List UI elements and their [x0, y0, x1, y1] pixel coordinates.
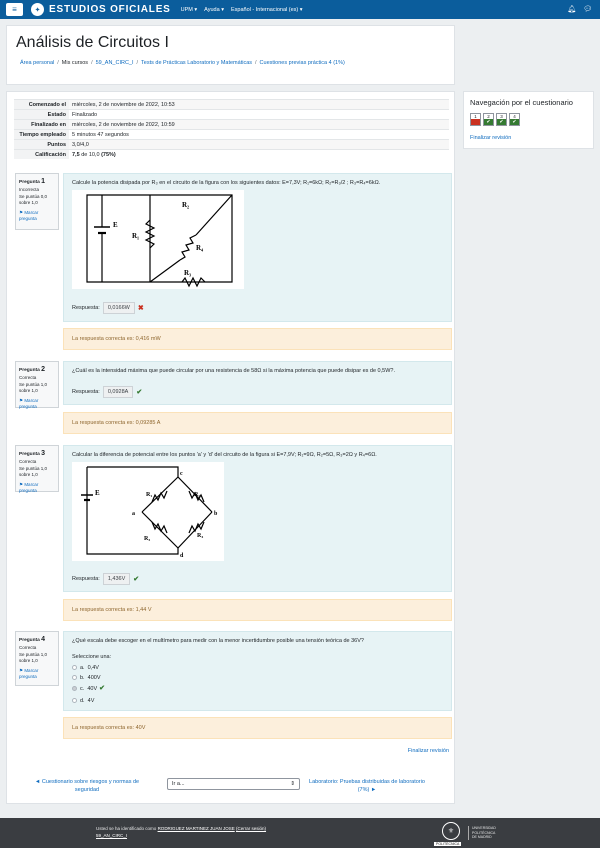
brand-title[interactable]: ESTUDIOS OFICIALES	[49, 4, 171, 15]
review-content	[6, 91, 455, 804]
check-icon: ✔	[510, 119, 519, 125]
breadcrumb-item[interactable]: Cuestiones previas práctica 4 (1%)	[259, 60, 345, 66]
question-info-4: Pregunta 4 Correcta Se puntúa 1,0 sobre 1,0 ⚑ Marcar pregunta	[15, 631, 59, 686]
question-info-1: Pregunta 1 Incorrecta Se puntúa 0,0 sobre 1,0 ⚑ Marcar pregunta	[15, 173, 59, 230]
label-R2: R₂	[182, 201, 190, 209]
label-b: b	[214, 511, 218, 517]
question-score: Se puntúa 1,0 sobre 1,0	[19, 381, 48, 394]
correct-icon: ✔	[97, 685, 105, 693]
block-title: Navegación por el cuestionario	[470, 98, 573, 107]
answer-label: Respuesta:	[72, 389, 100, 395]
question-score: Se puntúa 1,0 sobre 1,0	[19, 465, 48, 478]
attempt-summary-table: Comenzado el miércoles, 2 de noviembre de 2022, 10:53 Estado Finalizado Finalizado en miércoles, 2 de noviembre de 2022, 10:59 Tiempo empleado 5 minutos 47 segundos Puntos 3,0/4,0 Calificación 7,5 de 10,0 (75%)	[14, 99, 449, 159]
question-status: Correcta	[19, 645, 37, 651]
radio-button	[72, 698, 77, 703]
quiz-nav-button-4[interactable]: 4 ✔	[509, 113, 520, 126]
quiz-nav-button-2[interactable]: 2 ✔	[483, 113, 494, 126]
page-footer	[0, 818, 600, 848]
quiz-nav-button-1[interactable]: 1	[470, 113, 481, 126]
answer-label: Respuesta:	[72, 576, 100, 582]
breadcrumb-item[interactable]: Área personal	[20, 60, 55, 66]
answer-options	[72, 663, 105, 706]
hamburger-menu-button[interactable]: ≡	[6, 3, 23, 16]
flag-icon: ⚑	[19, 397, 24, 403]
check-icon: ✔	[484, 119, 493, 125]
logout-link[interactable]: (Cerrar sesión)	[236, 826, 267, 831]
question-text: Calcule la potencia disipada por R₃ en el circuito de la figura con los siguientes datos: E=7,3V; R₁=6kΩ; R₂=R₃/2 ; R₃=R₄=6kΩ.	[72, 180, 381, 186]
breadcrumb-item[interactable]: 59_AN_CIRC_I	[95, 60, 134, 66]
correct-icon: ✔	[133, 576, 140, 583]
option-c[interactable]: c. 40V ✔	[72, 683, 105, 696]
quiz-nav-button-3[interactable]: 3 ✔	[496, 113, 507, 126]
question-status: Correcta	[19, 459, 37, 465]
flag-icon: ⚑	[19, 481, 24, 487]
quiz-navigation-block	[463, 91, 594, 149]
label-R1: R₁	[132, 232, 140, 240]
page-header	[6, 25, 455, 85]
label-R1: R₁	[146, 492, 153, 498]
option-a[interactable]: a. 0,4V	[72, 663, 105, 673]
login-info: Usted se ha identificado como RODRIGUEZ MARTINEZ JUAN JOSE (Cerrar sesión) 59_AN_CIRC_I	[96, 826, 267, 838]
question-content-4	[63, 631, 452, 711]
upm-seal-icon: ⚜	[442, 822, 460, 840]
flag-question-button[interactable]: ⚑ Marcar pregunta	[19, 667, 39, 680]
circuit-diagram-1	[72, 190, 244, 289]
question-content-3	[63, 445, 452, 592]
radio-button	[72, 675, 77, 680]
user-link[interactable]: RODRIGUEZ MARTINEZ JUAN JOSE	[157, 826, 235, 831]
circuit-diagram-3	[72, 462, 224, 561]
breadcrumb-item: Mis cursos	[61, 60, 89, 66]
label-R3: R₃	[144, 536, 151, 542]
question-text: ¿Qué escala debe escoger en el multímetro para medir con la menor incertidumbre posible una tensión teórica de 36V?	[72, 638, 364, 644]
breadcrumb: Área personal / Mis cursos / 59_AN_CIRC_I / Tests de Prácticas Laboratorio y Matemáticas / Cuestiones previas práctica 4 (1%)	[20, 60, 345, 66]
finish-review-link[interactable]: Finalizar revisión	[470, 135, 512, 141]
chat-icon[interactable]: 💬︎	[583, 6, 592, 13]
feedback-3: La respuesta correcta es: 1,44 V	[63, 599, 452, 621]
option-b[interactable]: b. 400V	[72, 673, 105, 683]
breadcrumb-item[interactable]: Tests de Prácticas Laboratorio y Matemáticas	[141, 60, 253, 66]
radio-button	[72, 665, 77, 670]
question-status: Correcta	[19, 375, 37, 381]
question-text: Calcular la diferencia de potencial entre los puntos 'a' y 'd' del circuito de la figura si E=7,9V; R₁=9Ω, R₂=5Ω, R₃=2Ω y R₄=6Ω.	[72, 452, 377, 458]
previous-activity-link[interactable]: ◄ Cuestionario sobre riesgos y normas de seguridad	[34, 779, 140, 794]
answer-label: Respuesta:	[72, 305, 100, 311]
label-c: c	[180, 471, 183, 477]
label-E: E	[95, 489, 100, 497]
label-d: d	[180, 553, 184, 559]
radio-button-checked	[72, 686, 77, 691]
flag-question-button[interactable]: ⚑ Marcar pregunta	[19, 481, 39, 494]
feedback-2: La respuesta correcta es: 0,09285 A	[63, 412, 452, 434]
bell-icon[interactable]: 🔔︎	[567, 6, 577, 13]
flag-icon: ⚑	[19, 209, 24, 215]
label-E: E	[113, 221, 118, 229]
upm-logo-text: UNIVERSIDAD POLITÉCNICA DE MADRID	[468, 826, 496, 840]
label-R3: R₃	[184, 269, 192, 277]
flag-question-button[interactable]: ⚑ Marcar pregunta	[19, 209, 39, 222]
nav-help[interactable]: Ayuda ▾	[204, 7, 224, 13]
question-info-3: Pregunta 3 Correcta Se puntúa 1,0 sobre 1,0 ⚑ Marcar pregunta	[15, 445, 59, 492]
answer-field[interactable]: 0,0166W	[103, 302, 135, 314]
label-R2: R₂	[194, 492, 201, 498]
top-navbar	[0, 0, 600, 19]
next-activity-link[interactable]: Laboratorio: Pruebas distribuidas de laboratorio (7%) ►	[309, 779, 425, 794]
finish-review-link[interactable]: Finalizar revisión	[407, 748, 449, 754]
check-icon: ✔	[497, 119, 506, 125]
question-status: Incorrecta	[19, 187, 40, 193]
option-d[interactable]: d. 4V	[72, 696, 105, 706]
answer-field[interactable]: 1,436V	[103, 573, 130, 585]
chevron-updown-icon: ⇕	[290, 781, 295, 787]
seal-label: POLITÉCNICA	[436, 842, 460, 846]
correct-icon: ✔	[136, 389, 143, 396]
jump-to-select[interactable]: Ir a... ⇕	[167, 778, 300, 790]
question-text: ¿Cuál es la intensidad máxima que puede circular por una resistencia de 58Ω si la máxima potencia que puede disipar es de 0,5W?.	[72, 368, 395, 374]
question-score: Se puntúa 0,0 sobre 1,0	[19, 193, 48, 206]
answer-field[interactable]: 0,0928A	[103, 386, 134, 398]
course-link[interactable]: 59_AN_CIRC_I	[96, 832, 128, 838]
question-content-1	[63, 173, 452, 322]
nav-upm[interactable]: UPM ▾	[181, 7, 198, 13]
university-logo-icon[interactable]: ✦	[31, 3, 44, 16]
label-R4: R₄	[197, 533, 204, 539]
flag-icon: ⚑	[19, 667, 24, 673]
question-content-2	[63, 361, 452, 405]
label-a: a	[132, 511, 135, 517]
incorrect-marker	[471, 119, 480, 125]
feedback-4: La respuesta correcta es: 40V	[63, 717, 452, 739]
flag-question-button[interactable]: ⚑ Marcar pregunta	[19, 397, 39, 410]
nav-language[interactable]: Español - Internacional (es) ▾	[231, 7, 303, 13]
question-score: Se puntúa 1,0 sobre 1,0	[19, 651, 48, 664]
label-R4: R₄	[196, 244, 204, 252]
page-title: Análisis de Circuitos I	[16, 34, 169, 51]
feedback-1: La respuesta correcta es: 0,416 mW	[63, 328, 452, 350]
select-prompt: Seleccione una:	[72, 654, 112, 660]
question-info-2: Pregunta 2 Correcta Se puntúa 1,0 sobre 1,0 ⚑ Marcar pregunta	[15, 361, 59, 408]
incorrect-icon: ✖	[137, 305, 144, 312]
